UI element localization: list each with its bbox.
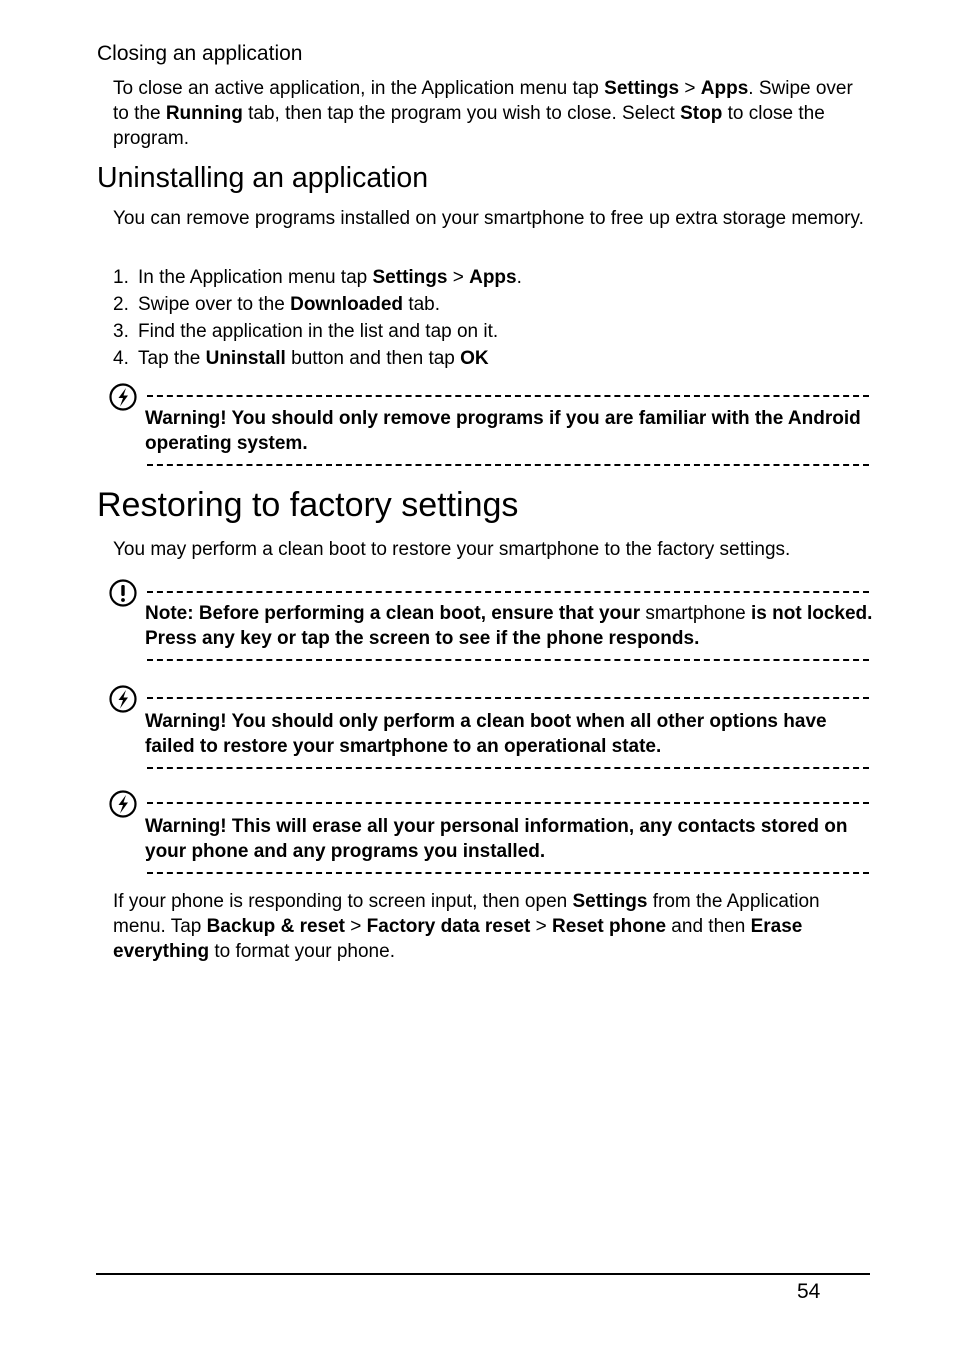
warning-divider-bottom	[147, 767, 869, 769]
text-run: >	[530, 916, 552, 937]
step-text	[138, 345, 489, 372]
bold-text: Reset phone	[552, 916, 667, 937]
text-run: tab.	[403, 294, 441, 315]
text-run: Find the application in the list and tap on it.	[138, 321, 499, 342]
erase-warning: Warning! This will erase all your personal information, any contacts stored on your phone and any programs you installed.	[145, 816, 848, 862]
text-run: .	[516, 267, 522, 288]
text-run: button and then tap	[285, 348, 461, 369]
footer-rule	[96, 1273, 870, 1275]
bold-text: Note: Before performing a clean boot, ensure that your	[145, 603, 646, 624]
lightning-icon	[108, 382, 138, 412]
step-item	[113, 345, 873, 372]
step-number: 2.	[113, 294, 129, 315]
text-run: In the Application menu tap	[138, 267, 373, 288]
step-number: 1.	[113, 267, 129, 288]
bold-text: Downloaded	[290, 294, 404, 315]
bold-text: Erase everything	[113, 916, 803, 962]
bold-text: Settings	[572, 891, 648, 912]
bold-text: Stop	[680, 103, 723, 124]
factory-reset-instructions	[113, 889, 873, 964]
bold-text: Apps	[469, 267, 517, 288]
warning-divider-top	[147, 802, 869, 804]
warning-divider-bottom	[147, 464, 869, 466]
text-run: Tap the	[138, 348, 206, 369]
page-number: 54	[797, 1280, 821, 1303]
warning-divider-top	[147, 697, 869, 699]
step-item	[113, 291, 873, 318]
uninstalling-heading: Uninstalling an application	[97, 162, 429, 194]
bold-text: Backup & reset	[206, 916, 345, 937]
bold-text: Uninstall	[205, 348, 286, 369]
warning-divider-bottom	[147, 872, 869, 874]
step-text	[138, 291, 440, 318]
bold-text: OK	[460, 348, 489, 369]
bold-text: Settings	[604, 78, 680, 99]
text-run: If your phone is responding to screen input, then open	[113, 891, 573, 912]
note-divider-top	[147, 591, 869, 593]
bold-text: Settings	[372, 267, 448, 288]
exclamation-icon	[108, 578, 138, 608]
step-number: 3.	[113, 321, 129, 342]
note-divider-bottom	[147, 659, 869, 661]
uninstalling-intro: You can remove programs installed on your smartphone to free up extra storage memory.	[113, 208, 864, 229]
text-run: >	[679, 78, 701, 99]
step-number: 4.	[113, 348, 129, 369]
lightning-icon	[108, 684, 138, 714]
lightning-icon	[108, 789, 138, 819]
step-item	[113, 318, 873, 345]
text-run: . Swipe over to the	[113, 78, 853, 124]
clean-boot-note	[145, 601, 875, 651]
text-run: to close the program.	[113, 103, 825, 149]
closing-paragraph	[113, 76, 873, 151]
text-run: smartphone	[645, 603, 746, 624]
warning-divider-top	[147, 395, 869, 397]
bold-text: Running	[165, 103, 243, 124]
text-run: Swipe over to the	[138, 294, 291, 315]
clean-boot-warning: Warning! You should only perform a clean boot when all other options have failed to restore your smartphone to an operational state.	[145, 711, 827, 757]
uninstall-warning: Warning! You should only remove programs if you are familiar with the Android operating system.	[145, 408, 861, 454]
text-run: >	[345, 916, 367, 937]
bold-text: Apps	[700, 78, 749, 99]
step-item	[113, 264, 873, 291]
step-text	[138, 318, 498, 345]
text-run: from the Application menu. Tap	[113, 891, 820, 937]
text-run: >	[447, 267, 470, 288]
text-run: To close an active application, in the Application menu tap	[113, 78, 605, 99]
factory-heading: Restoring to factory settings	[97, 486, 519, 524]
text-run: to format your phone.	[209, 941, 395, 962]
step-text	[138, 264, 522, 291]
closing-heading: Closing an application	[97, 42, 303, 65]
factory-intro: You may perform a clean boot to restore your smartphone to the factory settings.	[113, 539, 791, 560]
bold-text: is not locked. Press any key or tap the screen to see if the phone responds.	[145, 603, 873, 649]
text-run: and then	[666, 916, 751, 937]
uninstall-steps	[113, 264, 873, 372]
bold-text: Factory data reset	[366, 916, 531, 937]
text-run: tab, then tap the program you wish to close. Select	[242, 103, 681, 124]
